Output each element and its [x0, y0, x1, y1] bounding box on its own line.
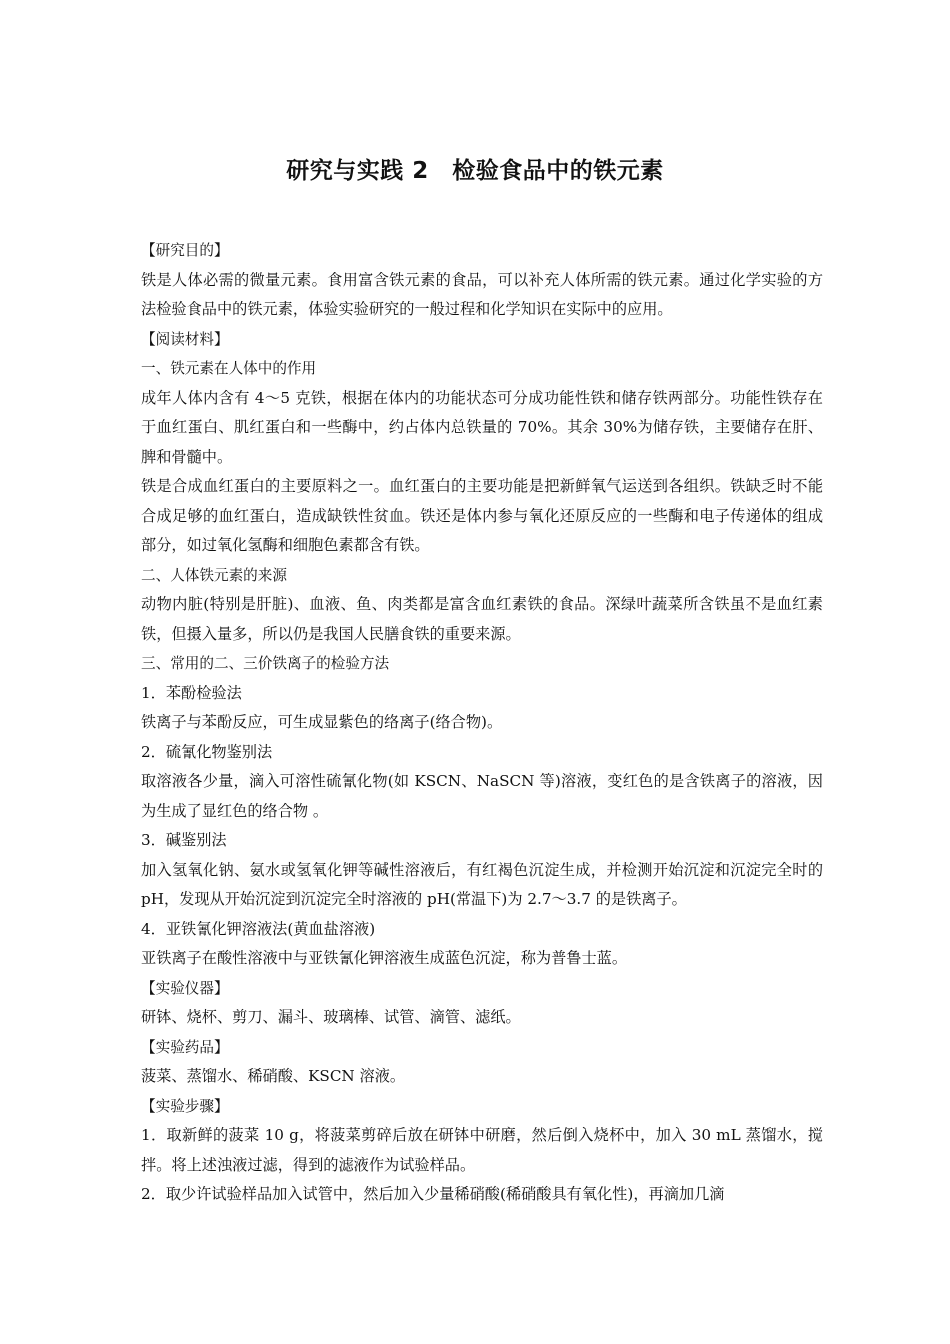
method-1-heading: 1．苯酚检验法 — [141, 683, 242, 702]
subheading-part2: 二、人体铁元素的来源 — [141, 566, 287, 584]
paragraph-instruments: 研钵、烧杯、剪刀、漏斗、玻璃棒、试管、滴管、滤纸。 — [141, 1008, 521, 1026]
paragraph-part2-1: 动物内脏(特别是肝脏)、血液、鱼、肉类都是富含血红素铁的食品。深绿叶蔬菜所含铁虽不是血红素铁，但摄入量多，所以仍是我国人民膳食铁的重要来源。 — [141, 595, 823, 643]
section-heading-purpose: 【研究目的】 — [141, 242, 229, 259]
paragraph-part1-1: 成年人体内含有 4～5 克铁，根据在体内的功能状态可分成功能性铁和储存铁两部分。功能性铁存在于血红蛋白、肌红蛋白和一些酶中，约占体内总铁量的 70%。其余 30%为储存铁，主要储存在肝、脾和骨髓中。 — [141, 388, 823, 466]
step-2: 2．取少许试验样品加入试管中，然后加入少量稀硝酸(稀硝酸具有氧化性)，再滴加几滴 — [141, 1185, 725, 1203]
document-body — [141, 236, 823, 1210]
method-1-text: 铁离子与苯酚反应，可生成显紫色的络离子(络合物)。 — [141, 713, 503, 731]
method-3-text: 加入氢氧化钠、氨水或氢氧化钾等碱性溶液后，有红褐色沉淀生成，并检测开始沉淀和沉淀完全时的 pH，发现从开始沉淀到沉淀完全时溶液的 pH(常温下)为 2.7～3.7 的是铁离子。 — [141, 860, 823, 908]
page-title: 研究与实践 2 检验食品中的铁元素 — [286, 158, 664, 184]
section-heading-reagents: 【实验药品】 — [141, 1038, 229, 1056]
method-4-heading: 4．亚铁氰化钾溶液法(黄血盐溶液) — [141, 919, 376, 938]
paragraph-purpose: 铁是人体必需的微量元素。食用富含铁元素的食品，可以补充人体所需的铁元素。通过化学实验的方法检验食品中的铁元素，体验实验研究的一般过程和化学知识在实际中的应用。 — [141, 270, 823, 318]
section-heading-instruments: 【实验仪器】 — [141, 979, 229, 997]
method-2-text: 取溶液各少量，滴入可溶性硫氰化物(如 KSCN、NaSCN 等)溶液，变红色的是含铁离子的溶液，因为生成了显红色的络合物 。 — [141, 772, 823, 820]
section-heading-steps: 【实验步骤】 — [141, 1097, 229, 1115]
method-3-heading: 3．碱鉴别法 — [141, 831, 227, 849]
subheading-part3: 三、常用的二、三价铁离子的检验方法 — [141, 655, 390, 672]
step-1: 1．取新鲜的菠菜 10 g，将菠菜剪碎后放在研钵中研磨，然后倒入烧杯中，加入 30 mL 蒸馏水，搅拌。将上述浊液过滤，得到的滤液作为试验样品。 — [141, 1126, 823, 1174]
subheading-part1: 一、铁元素在人体中的作用 — [141, 360, 317, 377]
method-4-text: 亚铁离子在酸性溶液中与亚铁氰化钾溶液生成蓝色沉淀，称为普鲁士蓝。 — [141, 949, 627, 967]
paragraph-part1-2: 铁是合成血红蛋白的主要原料之一。血红蛋白的主要功能是把新鲜氧气运送到各组织。铁缺乏时不能合成足够的血红蛋白，造成缺铁性贫血。铁还是体内参与氧化还原反应的一些酶和电子传递体的组成部分，如过氧化氢酶和细胞色素都含有铁。 — [141, 477, 823, 554]
section-heading-reading: 【阅读材料】 — [141, 330, 229, 348]
paragraph-reagents: 菠菜、蒸馏水、稀硝酸、KSCN 溶液。 — [141, 1067, 406, 1085]
method-2-heading: 2．硫氰化物鉴别法 — [141, 742, 273, 761]
